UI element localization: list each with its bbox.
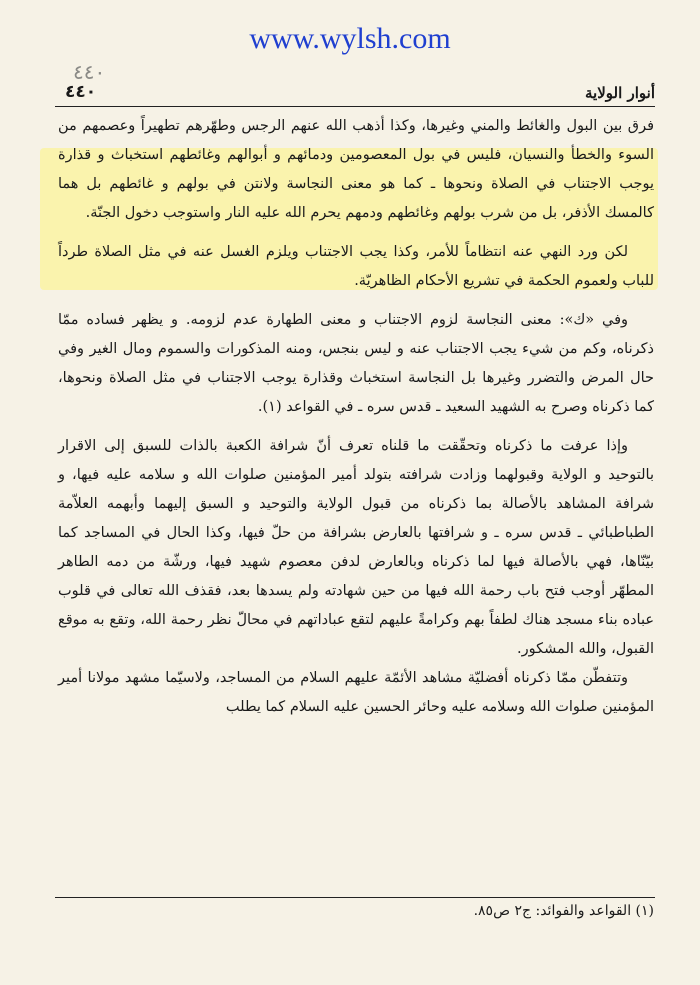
footnote-divider [55, 897, 655, 898]
page-header [55, 60, 655, 104]
page-number: ٤٤٠ [65, 82, 97, 102]
body-text [58, 112, 654, 722]
paragraph-3: وفي «ك»: معنى النجاسة لزوم الاجتناب و معنى الطهارة عدم لزومه. و يظهر فساده ممّا ذكرناه، وكم من شيء يجب الاجتناب عنه و ليس بنجس، ومنه المذكورات والسموم ومال الغير وفي حال المرض والتضرر وغيرها بل النجاسة استخباث وقذارة يوجب الاجتناب في مثل الصلاة ونحوها، كما ذكرناه وصرح به الشهيد السعيد ـ قدس سره ـ في القواعد (١). [58, 312, 654, 415]
handwritten-page-note: ٤٤٠ [73, 60, 106, 84]
paragraph-2: لكن ورد النهي عنه انتظاماً للأمر، وكذا يجب الاجتناب ويلزم الغسل عنه في مثل الصلاة طرداً للباب ولعموم الحكمة في تشريع الأحكام الظاهريّة. [58, 244, 654, 289]
paragraph-4: وإذا عرفت ما ذكرناه وتحقّقت ما قلناه تعرف أنّ شرافة الكعبة بالذات للسبق إلى الاقرار بالتوحيد و الولاية وقبولهما وزادت شرافته بتولد أمير المؤمنين صلوات الله و سلامه عليه فيها، و شرافة المشاهد بالأصالة بما ذكرناه من قبول الولاية والتوحيد و السبق إليهما وأبهمه العلاّمة الطباطبائي ـ قدس سره ـ و شرافتها بالعارض بشرافة من حلّ فيها، وكذا الحال في المساجد كما بيّنّاها، فهي بالأصالة فيها لما ذكرناه وبالعارض لدفن معصوم شهيد فيها، ورشّة من دمه الطاهر المطهّر أوجب فتح باب رحمة الله فيها من حين شهادته ولم يسدها بعد، فقذف الله تعالى في قلوب عباده بناء مسجد هناك لطفاً بهم وكرامةً عليهم لتقع عباداتهم في محالّ نظر رحمة الله، وتقع به موقع القبول، والله المشكور. [58, 438, 654, 657]
footnote: (١) القواعد والفوائد: ج٢ ص٨٥. [473, 903, 654, 919]
paragraph-1: فرق بين البول والغائط والمني وغيرها، وكذا أذهب الله عنهم الرجس وطهّرهم تطهيراً وعصمهم من السوء والخطأ والنسيان، فليس في بول المعصومين ودمائهم و أبوالهم وغائطهم استخباث و قذارة يوجب الاجتناب في الصلاة ونحوها ـ كما هو معنى النجاسة ولانتن في بولهم و غائطهم بل هما كالمسك الأذفر، بل من شرب بولهم وغائطهم ودمهم يحرم الله عليه النار واستوجب دخول الجنّة. [58, 118, 654, 221]
running-title: أنوار الولاية [585, 84, 655, 102]
watermark-url: www.wylsh.com [249, 22, 451, 55]
header-divider [55, 106, 655, 107]
paragraph-5: وتتفطّن ممّا ذكرناه أفضليّة مشاهد الأئمّة عليهم السلام من المساجد، ولاسيّما مشهد مولانا أمير المؤمنين صلوات الله وسلامه عليه وحائر الحسين عليه السلام كما يطلب [58, 670, 654, 715]
